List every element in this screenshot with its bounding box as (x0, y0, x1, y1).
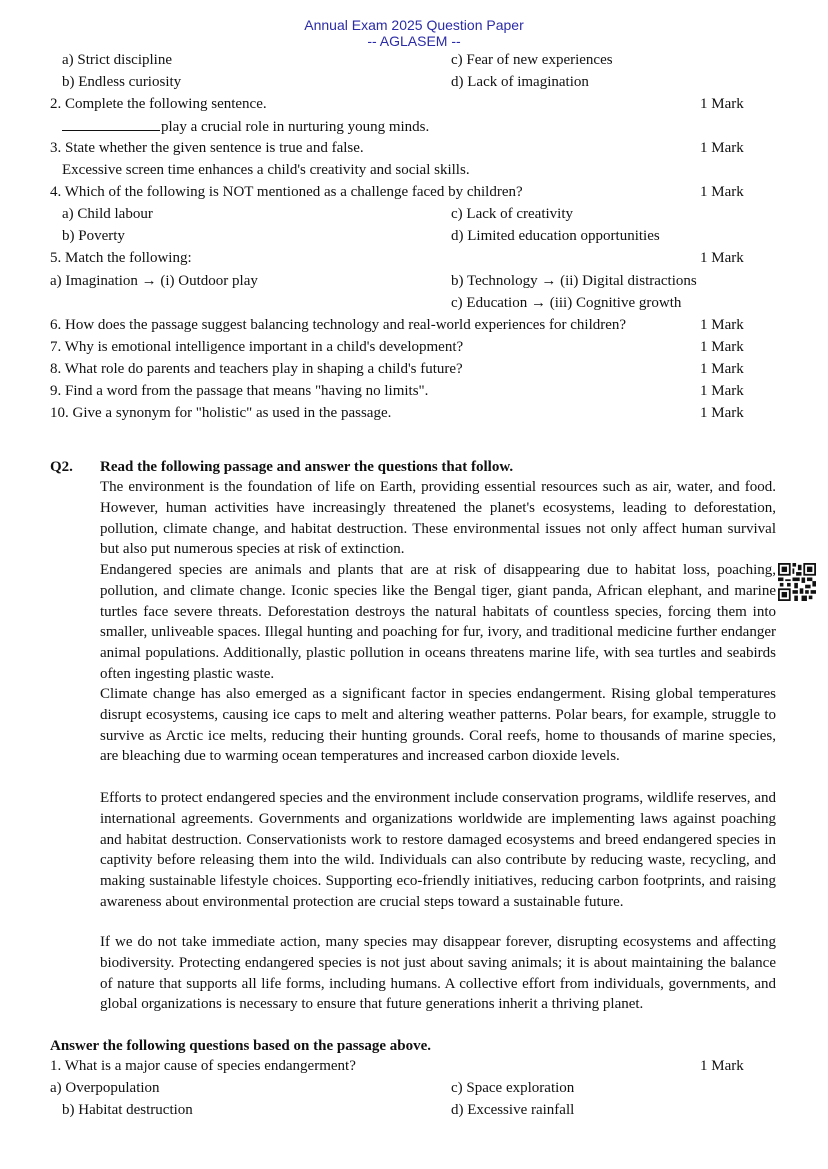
section-q2-instruction: Read the following passage and answer the questions that follow. (100, 459, 514, 475)
section-q2-label: Q2. (50, 459, 73, 475)
question-10: 10. Give a synonym for "holistic" as used in the passage. (50, 405, 392, 421)
question-6: 6. How does the passage suggest balancing technology and real-world experiences for children? (50, 317, 627, 333)
question-9-mark: 1 Mark (700, 383, 744, 399)
fill-in-blank (62, 117, 160, 131)
question-9: 9. Find a word from the passage that means "having no limits". (50, 383, 429, 399)
question-2-sentence: play a crucial role in nurturing young minds. (161, 119, 430, 135)
question-3-mark: 1 Mark (700, 140, 744, 156)
question-4-option-a: a) Child labour (62, 206, 153, 222)
question-7: 7. Why is emotional intelligence important in a child's development? (50, 339, 464, 355)
question-4-option-d: d) Limited education opportunities (451, 228, 660, 244)
q1-option-c: c) Fear of new experiences (451, 52, 613, 68)
qr-code-icon (778, 563, 816, 601)
question-4-option-c: c) Lack of creativity (451, 206, 574, 222)
q1-option-a: a) Strict discipline (62, 52, 172, 68)
question-5-pair-c: c) Education → (iii) Cognitive growth (451, 295, 682, 311)
q1-option-b: b) Endless curiosity (62, 74, 182, 90)
question-2-mark: 1 Mark (700, 96, 744, 112)
q1-option-d: d) Lack of imagination (451, 74, 589, 90)
question-5-pair-b: b) Technology → (ii) Digital distractions (451, 273, 697, 289)
q2-question-1-option-d: d) Excessive rainfall (451, 1102, 575, 1118)
page-header-subtitle: -- AGLASEM -- (367, 33, 461, 49)
q2-question-1-mark: 1 Mark (700, 1058, 744, 1074)
question-3-statement: Excessive screen time enhances a child's creativity and social skills. (62, 162, 470, 178)
question-10-mark: 1 Mark (700, 405, 744, 421)
q2-question-1-option-a: a) Overpopulation (50, 1080, 160, 1096)
question-7-mark: 1 Mark (700, 339, 744, 355)
question-3: 3. State whether the given sentence is true and false. (50, 140, 364, 156)
answer-heading: Answer the following questions based on the passage above. (50, 1038, 432, 1054)
question-5-mark: 1 Mark (700, 250, 744, 266)
passage-paragraph-5: If we do not take immediate action, many species may disappear forever, disrupting ecosystems and affecting biodiversity. Protecting endangered species is not just about saving animals; it is about maintaining the balance of nature that supports all life forms, including humans. A collective effort from individuals, governments, and global organizations is necessary to ensure that future generations inherit a thriving planet. (100, 934, 776, 1013)
question-4: 4. Which of the following is NOT mentioned as a challenge faced by children? (50, 184, 523, 200)
question-5-pair-a: a) Imagination → (i) Outdoor play (50, 273, 258, 289)
question-2: 2. Complete the following sentence. (50, 96, 267, 112)
question-5: 5. Match the following: (50, 250, 192, 266)
passage-paragraph-3: Climate change has also emerged as a significant factor in species endangerment. Rising global temperatures disrupt ecosystems, causing ice caps to melt and altering weather patterns. Polar bears, for example, struggle to survive as Arctic ice melts, reducing their hunting grounds. Coral reefs, home to thousands of marine species, are bleaching due to warming ocean temperatures and increased carbon dioxide levels. (100, 686, 776, 765)
question-6-mark: 1 Mark (700, 317, 744, 333)
question-2-sentence-line (62, 117, 429, 136)
question-4-mark: 1 Mark (700, 184, 744, 200)
passage-paragraph-2: Endangered species are animals and plants that are at risk of disappearing due to habitat loss, poaching, pollution, and climate change. Iconic species like the Bengal tiger, giant panda, African elephant, and marine turtles face severe threats. Deforestation destroys the natural habitats of countless species, forcing them into smaller, unliveable spaces. Illegal hunting and poaching for fur, ivory, and traditional medicine further endanger animal populations. Additionally, plastic pollution in oceans threatens marine life, with sea turtles and seabirds often ingesting plastic waste. (100, 562, 776, 682)
page-header-title: Annual Exam 2025 Question Paper (304, 17, 524, 33)
q2-question-1-option-b: b) Habitat destruction (62, 1102, 193, 1118)
passage-paragraph-4: Efforts to protect endangered species and the environment include conservation programs, wildlife reserves, and international agreements. Governments and organizations worldwide are implementing laws against poaching and habitat destruction. Conservationists work to restore damaged ecosystems and breed endangered species in captivity before releasing them into the wild. Individuals can also contribute by reducing waste, recycling, and making sustainable lifestyle choices. Supporting eco-friendly initiatives, reducing carbon footprints, and raising awareness about environmental protection are crucial steps toward a sustainable future. (100, 790, 776, 910)
question-4-option-b: b) Poverty (62, 228, 125, 244)
question-8-mark: 1 Mark (700, 361, 744, 377)
question-8: 8. What role do parents and teachers play in shaping a child's future? (50, 361, 463, 377)
q2-question-1: 1. What is a major cause of species endangerment? (50, 1058, 356, 1074)
q2-question-1-option-c: c) Space exploration (451, 1080, 575, 1096)
passage-paragraph-1: The environment is the foundation of life on Earth, providing essential resources such as air, water, and food. However, human activities have increasingly threatened the planet's ecosystems, leading to deforestation, pollution, climate change, and habitat destruction. These environmental issues not only affect human survival but also put numerous species at risk of extinction. (100, 479, 776, 558)
